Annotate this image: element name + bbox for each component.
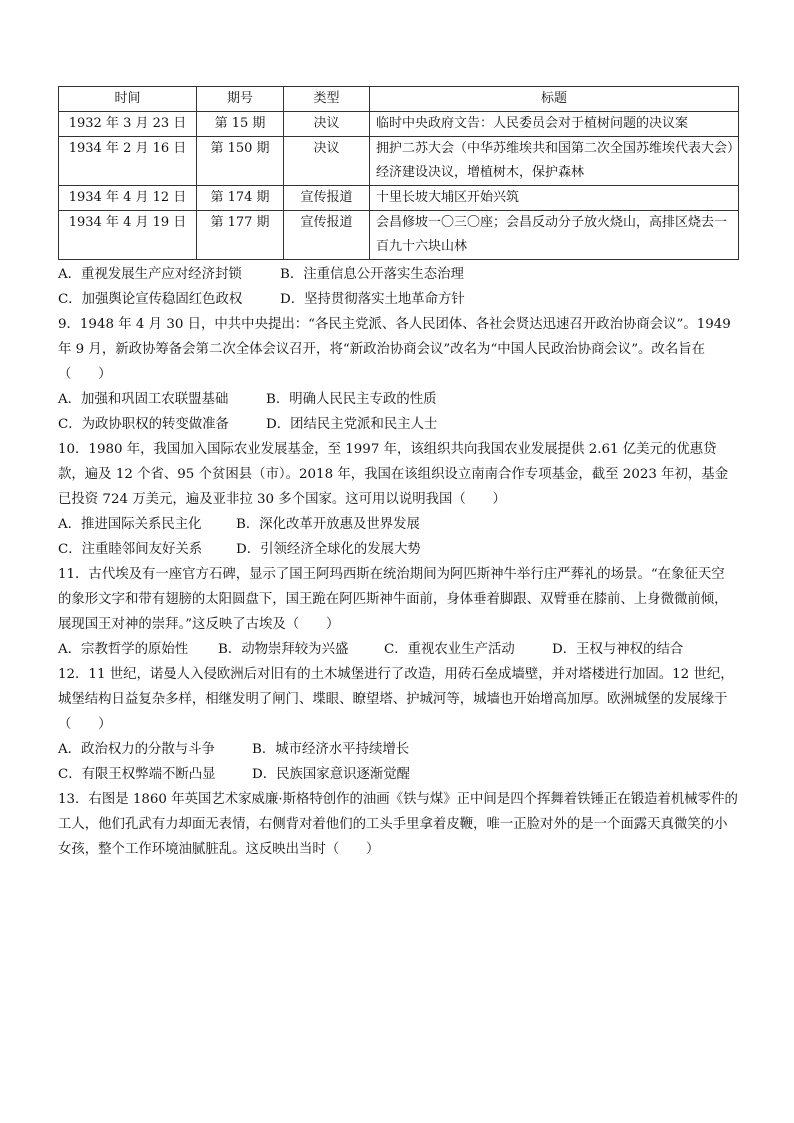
q11-option-a[interactable]: A．宗教哲学的原始性 — [58, 642, 189, 657]
q9-options-row-1 — [58, 387, 738, 412]
q10-option-a[interactable]: A．推进国际关系民主化 — [58, 517, 202, 532]
q8-options-row-2 — [58, 287, 738, 312]
q12-options-row-1 — [58, 737, 738, 762]
q8-options-row-1 — [58, 262, 738, 287]
header-type: 类型 — [284, 87, 370, 112]
cell-time: 1934 年 4 月 12 日 — [59, 186, 197, 211]
q9-option-c[interactable]: C．为政协职权的转变做准备 — [58, 417, 229, 432]
cell-type: 决议 — [284, 137, 370, 186]
q10-option-c[interactable]: C．注重睦邻间友好关系 — [58, 542, 203, 557]
table-row — [59, 211, 739, 260]
cell-issue: 第 177 期 — [197, 211, 284, 260]
q9-option-a[interactable]: A．加强和巩固工农联盟基础 — [58, 392, 229, 407]
q8-option-c[interactable]: C．加强舆论宣传稳固红色政权 — [58, 292, 243, 307]
q11-option-b[interactable]: B．动物崇拜较为兴盛 — [218, 642, 349, 657]
q11-option-d[interactable]: D．王权与神权的结合 — [552, 642, 684, 657]
header-time: 时间 — [59, 87, 197, 112]
q8-option-d[interactable]: D．坚持贯彻落实土地革命方针 — [280, 292, 465, 307]
table-row — [59, 186, 739, 211]
q8-option-a[interactable]: A．重视发展生产应对经济封锁 — [58, 267, 242, 282]
cell-issue: 第 174 期 — [197, 186, 284, 211]
q11-options-row — [58, 637, 738, 662]
cell-title: 拥护二苏大会（中华苏维埃共和国第二次全国苏维埃代表大会）经济建设决议，增植树木，保护森林 — [370, 137, 739, 186]
q12-option-c[interactable]: C．有限王权弊端不断凸显 — [58, 767, 216, 782]
q10-options-row-1 — [58, 512, 738, 537]
q12-option-a[interactable]: A．政治权力的分散与斗争 — [58, 742, 215, 757]
q12-stem: 12．11 世纪，诺曼人入侵欧洲后对旧有的土木城堡进行了改造，用砖石垒成墙壁，并对塔楼进行加固。12 世纪，城堡结构日益复杂多样，相继发明了闸门、堞眼、瞭望塔、护城河等，城墙也开始增高加厚。欧洲城堡的发展缘于（ ） — [58, 667, 734, 732]
cell-title: 会昌修坡一〇三〇座；会昌反动分子放火烧山，高排区烧去一百九十六块山林 — [370, 211, 739, 260]
cell-issue: 第 15 期 — [197, 112, 284, 137]
q11-option-c[interactable]: C．重视农业生产活动 — [384, 642, 515, 657]
cell-type: 宣传报道 — [284, 186, 370, 211]
cell-type: 决议 — [284, 112, 370, 137]
q9-stem: 9．1948 年 4 月 30 日，中共中央提出：“各民主党派、各人民团体、各社会贤达迅速召开政治协商会议”。1949 年 9 月，新政协筹备会第二次全体会议召开，将“新政治协商会议”改名为“中国人民政治协商会议”。改名旨在（ ） — [58, 317, 731, 382]
table-row — [59, 137, 739, 186]
q9-option-b[interactable]: B．明确人民民主专政的性质 — [266, 392, 437, 407]
q11-stem: 11．古代埃及有一座官方石碑，显示了国王阿玛西斯在统治期间为阿匹斯神牛举行庄严葬礼的场景。“在象征天空的象形文字和带有翅膀的太阳圆盘下，国王跪在阿匹斯神牛面前，身体垂着脚跟、双臂垂在膝前、上身微微前倾，展现国王对神的崇拜。”这反映了古埃及（ ） — [58, 567, 728, 632]
header-title: 标题 — [370, 87, 739, 112]
q8-option-b[interactable]: B．注重信息公开落实生态治理 — [280, 267, 464, 282]
q10-option-b[interactable]: B．深化改革开放惠及世界发展 — [236, 517, 420, 532]
cell-time: 1932 年 3 月 23 日 — [59, 112, 197, 137]
cell-type: 宣传报道 — [284, 211, 370, 260]
cell-title: 临时中央政府文告：人民委员会对于植树问题的决议案 — [370, 112, 739, 137]
q10-options-row-2 — [58, 537, 738, 562]
q12-option-d[interactable]: D．民族国家意识逐渐觉醒 — [252, 767, 411, 782]
cell-time: 1934 年 2 月 16 日 — [59, 137, 197, 186]
q13-stem: 13．右图是 1860 年英国艺术家威廉·斯格特创作的油画《铁与煤》正中间是四个挥舞着铁锤正在锻造着机械零件的工人，他们孔武有力却面无表情，右侧背对着他们的工头手里拿着皮鞭，唯一正脸对外的是一个面露天真微笑的小女孩，整个工作环境油腻脏乱。这反映出当时（ ） — [58, 792, 738, 857]
cell-title: 十里长坡大埔区开始兴筑 — [370, 186, 739, 211]
header-issue: 期号 — [197, 87, 284, 112]
q10-option-d[interactable]: D．引领经济全球化的发展大势 — [236, 542, 421, 557]
cell-issue: 第 150 期 — [197, 137, 284, 186]
q12-options-row-2 — [58, 762, 738, 787]
q12-option-b[interactable]: B．城市经济水平持续增长 — [252, 742, 410, 757]
exam-page — [58, 86, 738, 862]
q10-stem: 10．1980 年，我国加入国际农业发展基金，至 1997 年，该组织共向我国农业发展提供 2.61 亿美元的优惠贷款，遍及 12 个省、95 个贫困县（市）。2018 年，我国在该组织设立南南合作专项基金，截至 2023 年初，基金已投资 724 万美元，遍及亚非拉 30 多个国家。这可用以说明我国（ ） — [58, 442, 729, 507]
q9-option-d[interactable]: D．团结民主党派和民主人士 — [266, 417, 438, 432]
cell-time: 1934 年 4 月 19 日 — [59, 211, 197, 260]
newspaper-table — [58, 86, 739, 260]
table-row — [59, 112, 739, 137]
q9-options-row-2 — [58, 412, 738, 437]
table-header-row — [59, 87, 739, 112]
